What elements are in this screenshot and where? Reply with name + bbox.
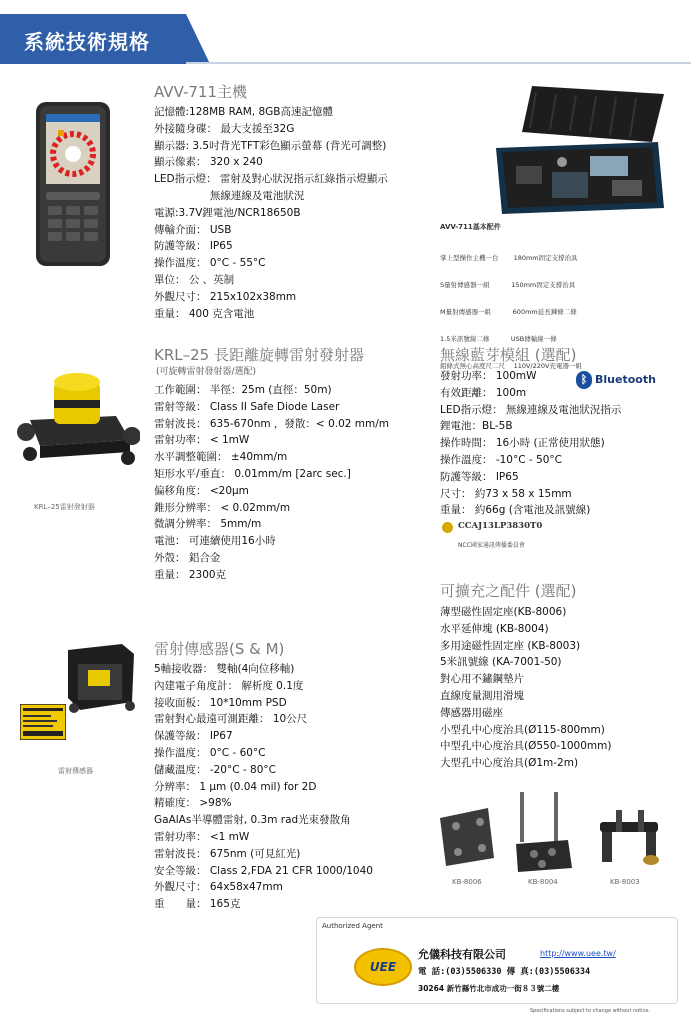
spec-item: 外殼： 鋁合金: [154, 551, 221, 564]
spec-item: 內建電子角度計： 解析度 0.1度: [154, 679, 304, 692]
ncc-seal-icon: [442, 522, 453, 533]
spec-item: 電池： 可連續使用16小時: [154, 535, 276, 548]
spec-item: 尺寸： 約73 x 58 x 15mm: [440, 487, 572, 500]
krl25-spec-list: [154, 382, 389, 584]
company-address: 30264 新竹縣竹北市成功一街８３號二樓: [418, 984, 560, 993]
sensor-spec-list: [154, 661, 373, 913]
bluetooth-title: 無線藍芽模組 (選配): [440, 346, 577, 364]
spec-item: 雷射功率： <1 mW: [154, 830, 250, 843]
spec-item: 單位： 公 、英制: [154, 273, 235, 286]
header-divider: [186, 62, 691, 64]
spec-item: 防護等級： IP65: [440, 470, 519, 483]
avv711-spec-list: [154, 104, 388, 322]
kb8004-image: [512, 790, 574, 874]
company-phone: 電 話:(03)5506330 傳 真:(03)5506334: [418, 967, 591, 977]
spec-item: 微調分辨率： 5mm/m: [154, 518, 262, 531]
list-item: 5米訊號線 (KA-7001-50): [440, 656, 562, 669]
spec-item: 操作溫度： -10°C - 50°C: [440, 453, 562, 466]
spec-item: 操作時間： 16小時 (正常使用狀態): [440, 437, 605, 450]
list-item: 多用途磁性固定座 (KB-8003): [440, 639, 581, 652]
spec-item: 鋰電池：BL-5B: [440, 420, 513, 433]
spec-item: 工作範圍： 半徑：25m (直徑：50m): [154, 384, 332, 396]
list-item: 直線度量測用滑塊: [440, 689, 524, 702]
page-title: 系統技術規格: [24, 30, 150, 54]
spec-item: 重量： 400 克含電池: [154, 307, 255, 320]
list-item: 水平延伸塊 (KB-8004): [440, 622, 549, 635]
agent-label: Authorized Agent: [322, 922, 383, 930]
list-item: 薄型磁性固定座(KB-8006): [440, 606, 567, 618]
spec-item: 無線連線及電池狀況: [154, 189, 305, 202]
avv711-device-image: [30, 100, 116, 270]
krl25-title: KRL–25 長距離旋轉雷射發射器: [154, 346, 364, 364]
spec-item: 雷射功率： < 1mW: [154, 434, 250, 447]
spec-item: 防護等級： IP65: [154, 240, 233, 253]
bluetooth-icon: ᛒ: [576, 371, 592, 389]
spec-item: GaAlAs半導體雷射, 0.3m rad光束發散角: [154, 814, 351, 827]
kit-item: 1.5米訊號線二條 USB傳輸線一條: [440, 335, 557, 343]
spec-item: 電源:3.7V鋰電池/NCR18650B: [154, 206, 301, 219]
kb8003-image: [594, 808, 666, 870]
spec-item: 錐形分辨率： < 0.02mm/m: [154, 501, 291, 514]
spec-item: 雷射波長： 635-670nm ，發散：< 0.02 mm/m: [154, 417, 390, 430]
laser-warning-label: [20, 704, 66, 740]
ncc-caption: NCC國家通訊傳播委員會: [458, 542, 525, 549]
kb8006-label: KB-8006: [452, 878, 482, 886]
list-item: 中型孔中心度治具(Ø550-1000mm): [440, 740, 612, 753]
kit-item: S量射傳感器一組 150mm固定支撐治具: [440, 281, 576, 289]
spec-item: 矩形水平/垂直： 0.01mm/m [2arc sec.]: [154, 467, 351, 480]
disclaimer-note: Specifications subject to change without notice.: [530, 1008, 650, 1014]
sensor-title: 雷射傳感器(S & M): [154, 640, 285, 658]
spec-item: 偏移角度： <20μm: [154, 484, 249, 497]
spec-item: 顯示像素： 320 x 240: [154, 156, 263, 169]
accessories-title: 可擴充之配件 (選配): [440, 582, 577, 600]
spec-item: 分辨率： 1 μm (0.04 mil) for 2D: [154, 780, 317, 793]
kit-item: 鋁條式無心高度尺二尺 110V/220V充電器一組: [440, 362, 582, 370]
spec-item: 顯示器: 3.5吋背光TFT彩色顯示螢幕 (背光可調整): [154, 139, 387, 152]
spec-item: 精確度： >98%: [154, 797, 232, 810]
spec-item: 安全等級： Class 2,FDA 21 CFR 1000/1040: [154, 864, 373, 877]
krl25-caption: KRL–25雷射發射器: [34, 503, 95, 511]
spec-item: 操作溫度： 0°C - 60°C: [154, 746, 266, 759]
spec-item: 外觀尺寸： 215x102x38mm: [154, 290, 297, 303]
spec-item: 傳輸介面： USB: [154, 223, 232, 236]
bluetooth-spec-list: [440, 368, 621, 519]
avv711-title: AVV-711主機: [154, 83, 247, 101]
spec-item: 有效距離： 100m: [440, 386, 527, 399]
spec-item: 外觀尺寸： 64x58x47mm: [154, 881, 283, 894]
spec-item: 雷射波長： 675nm (可見紅光): [154, 847, 301, 860]
list-item: 對心用不鏽鋼墊片: [440, 673, 524, 686]
laser-sensor-image: [60, 640, 140, 722]
spec-item: 儲藏溫度： -20°C - 80°C: [154, 763, 276, 776]
kb8004-label: KB-8004: [528, 878, 558, 886]
spec-item: 記憶體:128MB RAM, 8GB高速記憶體: [154, 106, 333, 118]
spec-item: 水平調整範圍： ±40mm/m: [154, 451, 288, 464]
spec-item: LED指示燈： 雷射及對心狀況指示紅綠指示燈顯示: [154, 173, 388, 186]
kit-title: AVV-711基本配件: [440, 223, 501, 231]
spec-item: 保護等級： IP67: [154, 730, 233, 743]
spec-item: 重 量： 165克: [154, 898, 241, 911]
company-name: 允儀科技有限公司: [418, 948, 506, 961]
company-url-link[interactable]: http://www.uee.tw/: [540, 949, 616, 958]
krl25-emitter-image: [12, 370, 140, 470]
kb8003-label: KB-8003: [610, 878, 640, 886]
laser-sensor-caption: 雷射傳感器: [58, 767, 93, 775]
spec-item: 接收面板： 10*10mm PSD: [154, 696, 287, 709]
kit-item: 掌上型操作主機一台 180mm固定支撐治具: [440, 254, 578, 262]
spec-item: 發射功率： 100mW: [440, 370, 537, 382]
kit-item: M量射傳感器一組 600mm延長鍊條二條: [440, 308, 577, 316]
kb8006-image: [436, 804, 498, 870]
bluetooth-logo-text: Bluetooth: [595, 373, 656, 386]
spec-item: 操作溫度： 0°C - 55°C: [154, 257, 266, 270]
krl25-subtitle: (可旋轉雷射發射器/選配): [156, 367, 257, 377]
ncc-code: CCAJ13LP3830T0: [458, 521, 543, 531]
list-item: 大型孔中心度治具(Ø1m-2m): [440, 757, 579, 770]
list-item: 小型孔中心度治具(Ø115-800mm): [440, 723, 605, 736]
carry-case-image: [492, 84, 668, 216]
spec-item: LED指示燈： 無線連線及電池狀況指示: [440, 403, 622, 416]
spec-item: 雷射等級： Class II Safe Diode Laser: [154, 400, 340, 413]
accessories-list: [440, 604, 611, 772]
spec-item: 雷射對心最遠可測距離： 10公尺: [154, 713, 308, 726]
spec-item: 外接隨身碟： 最大支援至32G: [154, 122, 295, 135]
list-item: 傳感器用磁座: [440, 706, 503, 719]
spec-item: 重量： 2300克: [154, 568, 227, 581]
uee-logo: UEE: [354, 948, 412, 986]
spec-item: 5軸接收器： 雙軸(4向位移軸): [154, 663, 295, 675]
spec-item: 重量： 約66g (含電池及訊號線): [440, 504, 591, 517]
